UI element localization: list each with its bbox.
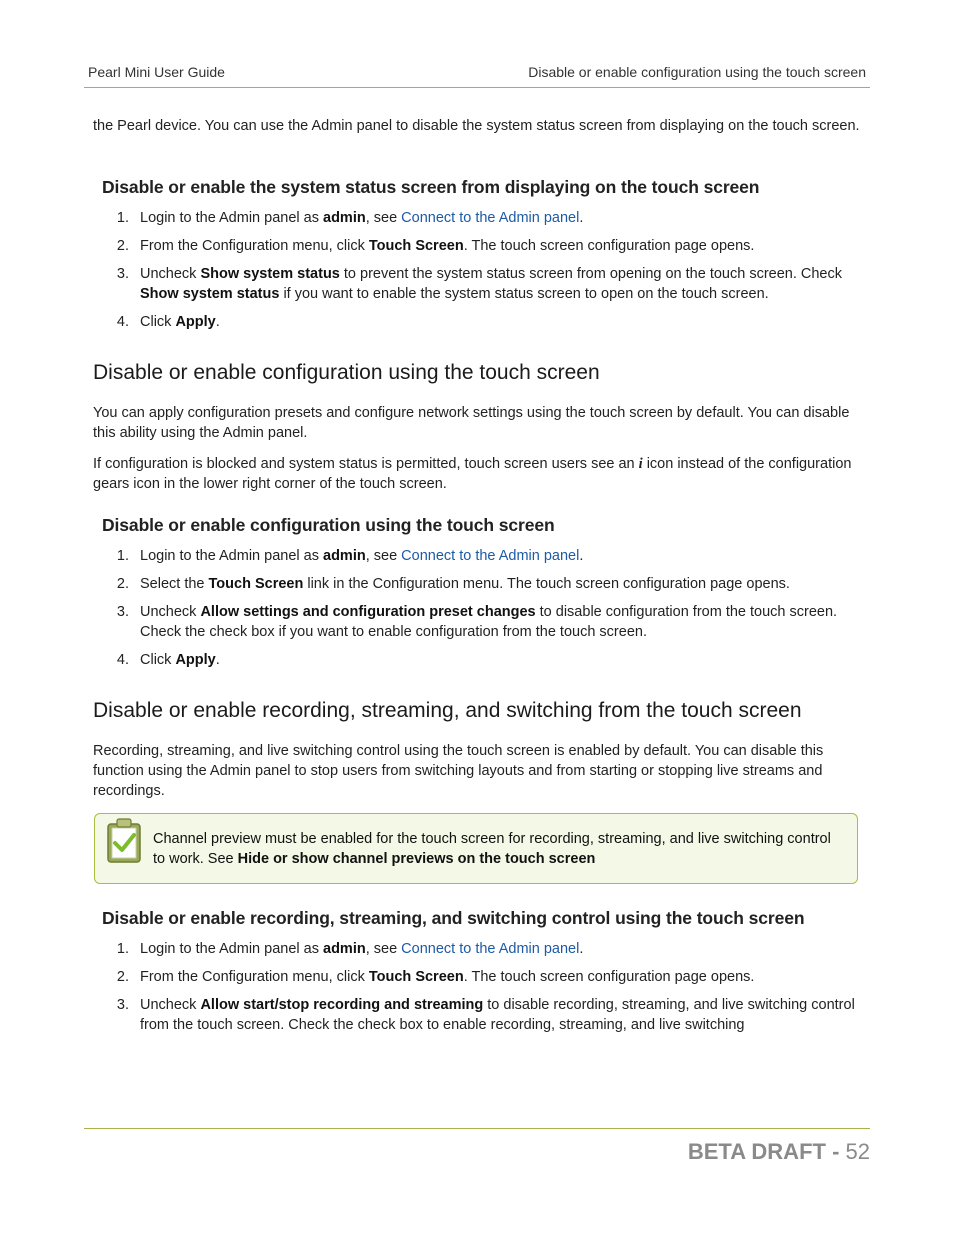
connect-admin-link[interactable]: Connect to the Admin panel xyxy=(401,548,580,564)
section1-heading: Disable or enable the system status screen from displaying on the touch screen xyxy=(102,177,760,197)
footer-rule xyxy=(84,1128,870,1129)
header-guide-title: Pearl Mini User Guide xyxy=(88,64,225,80)
section3-paragraph-1: Recording, streaming, and live switching control using the touch screen is enabled by default. You can disable this function using the Admin panel to stop users from switching layouts and from starting or stopping live streams and recordings. xyxy=(93,743,824,799)
page-number: 52 xyxy=(845,1139,870,1164)
header-rule xyxy=(84,87,870,88)
section3-heading: Disable or enable recording, streaming, and switching control using the touch screen xyxy=(102,908,805,928)
connect-admin-link[interactable]: Connect to the Admin panel xyxy=(401,941,580,957)
section3-title: Disable or enable recording, streaming, and switching from the touch screen xyxy=(93,699,802,722)
section2-paragraph-2: If configuration is blocked and system status is permitted, touch screen users see an i icon instead of the configuration gears icon in the lower right corner of the touch screen. xyxy=(93,456,852,492)
connect-admin-link[interactable]: Connect to the Admin panel xyxy=(401,210,580,226)
footer-page-label: BETA DRAFT - 52 xyxy=(687,1139,870,1164)
intro-paragraph: the Pearl device. You can use the Admin panel to disable the system status screen from displaying on the touch screen. xyxy=(93,118,860,134)
clipboard-check-icon xyxy=(105,816,143,864)
channel-preview-reference[interactable]: Hide or show channel previews on the touch screen xyxy=(237,851,596,867)
note-text: Channel preview must be enabled for the touch screen for recording, streaming, and live switching control to work. See Hide or show channel previews on the touch screen xyxy=(153,831,831,867)
section2-title: Disable or enable configuration using the touch screen xyxy=(93,361,600,384)
section2-heading: Disable or enable configuration using the touch screen xyxy=(102,515,555,535)
header-section-title: Disable or enable configuration using the touch screen xyxy=(528,64,866,80)
info-icon: i xyxy=(638,456,643,472)
note-box xyxy=(94,813,858,884)
section2-paragraph-1: You can apply configuration presets and configure network settings using the touch screen by default. You can disable this ability using the Admin panel. xyxy=(93,405,850,441)
